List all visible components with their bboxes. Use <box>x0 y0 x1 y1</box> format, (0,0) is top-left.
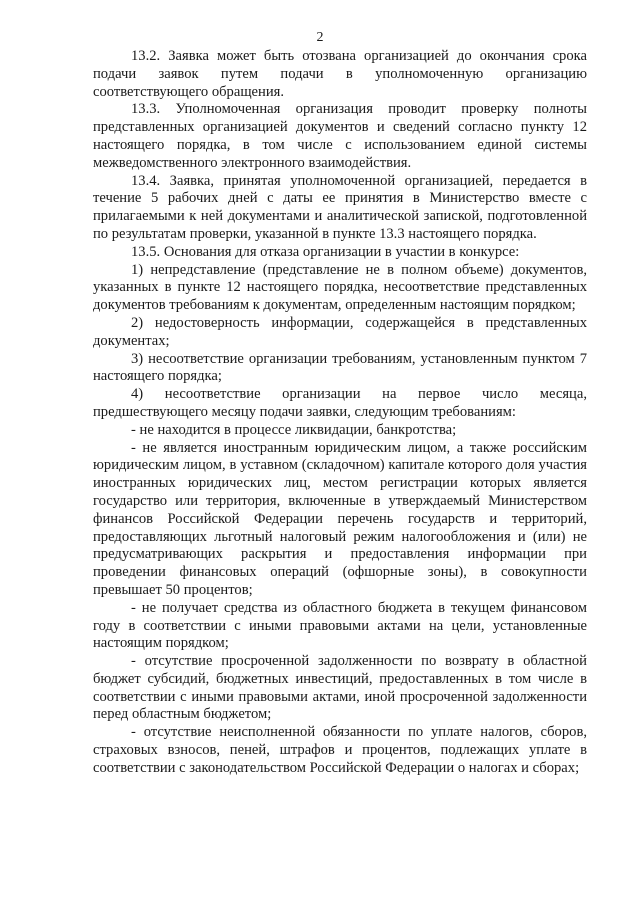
requirement-no-overdue-debt: - отсутствие просроченной задолженности по возврату в областной бюджет субсидий, бюджетных инвестиций, предоставленных в том числе в соответствии с иными правовыми актами, иной просроченной задолженности перед областным бюджетом; <box>93 653 587 723</box>
requirement-liquidation: - не находится в процессе ликвидации, банкротства; <box>131 421 457 438</box>
requirement-foreign-entity: - не является иностранным юридическим лицом, а также российским юридическим лицом, в уставном (складочном) капитале которого доля участия иностранных юридических лиц, местом регистрации которых является государство или территория, включенные в утверждаемый Министерством финансов Российской Федерации перечень государств и территорий, предоставляющих льготный налоговый режим налогообложения и (или) не предусматривающих раскрытия и предоставления информации при проведении финансовых операций (офшорные зоны), в совокупности превышает 50 процентов; <box>93 439 587 598</box>
list-item-3: 3) несоответствие организации требованиям, установленным пунктом 7 настоящего порядка; <box>93 350 587 385</box>
list-item-2: 2) недостоверность информации, содержащейся в представленных документах; <box>93 314 587 349</box>
list-item-1: 1) непредставление (представление не в полном объеме) документов, указанных в пункте 12 настоящего порядка, несоответствие представленных документов требованиям к документам, определенным настоящим порядком; <box>93 261 587 314</box>
page-number: 2 <box>316 30 324 45</box>
paragraph-13-5: 13.5. Основания для отказа организации в участии в конкурсе: <box>131 243 520 260</box>
paragraph-13-3: 13.3. Уполномоченная организация проводит проверку полноты представленных организацией документов и сведений согласно пункту 12 настоящего порядка, в том числе с использованием единой системы межведомственного электронного взаимодействия. <box>93 101 587 171</box>
document-body <box>93 48 587 778</box>
paragraph-13-2: 13.2. Заявка может быть отозвана организацией до окончания срока подачи заявок путем подачи в уполномоченную организацию соответствующего обращения. <box>93 48 587 100</box>
list-item-4: 4) несоответствие организации на первое число месяца, предшествующего месяцу подачи заявки, следующим требованиям: <box>93 386 587 420</box>
paragraph-13-4: 13.4. Заявка, принятая уполномоченной организацией, передается в течение 5 рабочих дней с даты ее принятия в Министерство вместе с прилагаемыми к ней документами и аналитической запиской, подготовленной по результатам проверки, указанной в пункте 13.3 настоящего порядка. <box>93 172 587 242</box>
requirement-no-budget-funds: - не получает средства из областного бюджета в текущем финансовом году в соответствии с иными правовыми актами на цели, установленные настоящим порядком; <box>93 599 587 652</box>
requirement-no-tax-arrears: - отсутствие неисполненной обязанности по уплате налогов, сборов, страховых взносов, пеней, штрафов и процентов, подлежащих уплате в соответствии с законодательством Российской Федерации о налогах и сборах; <box>93 724 587 776</box>
